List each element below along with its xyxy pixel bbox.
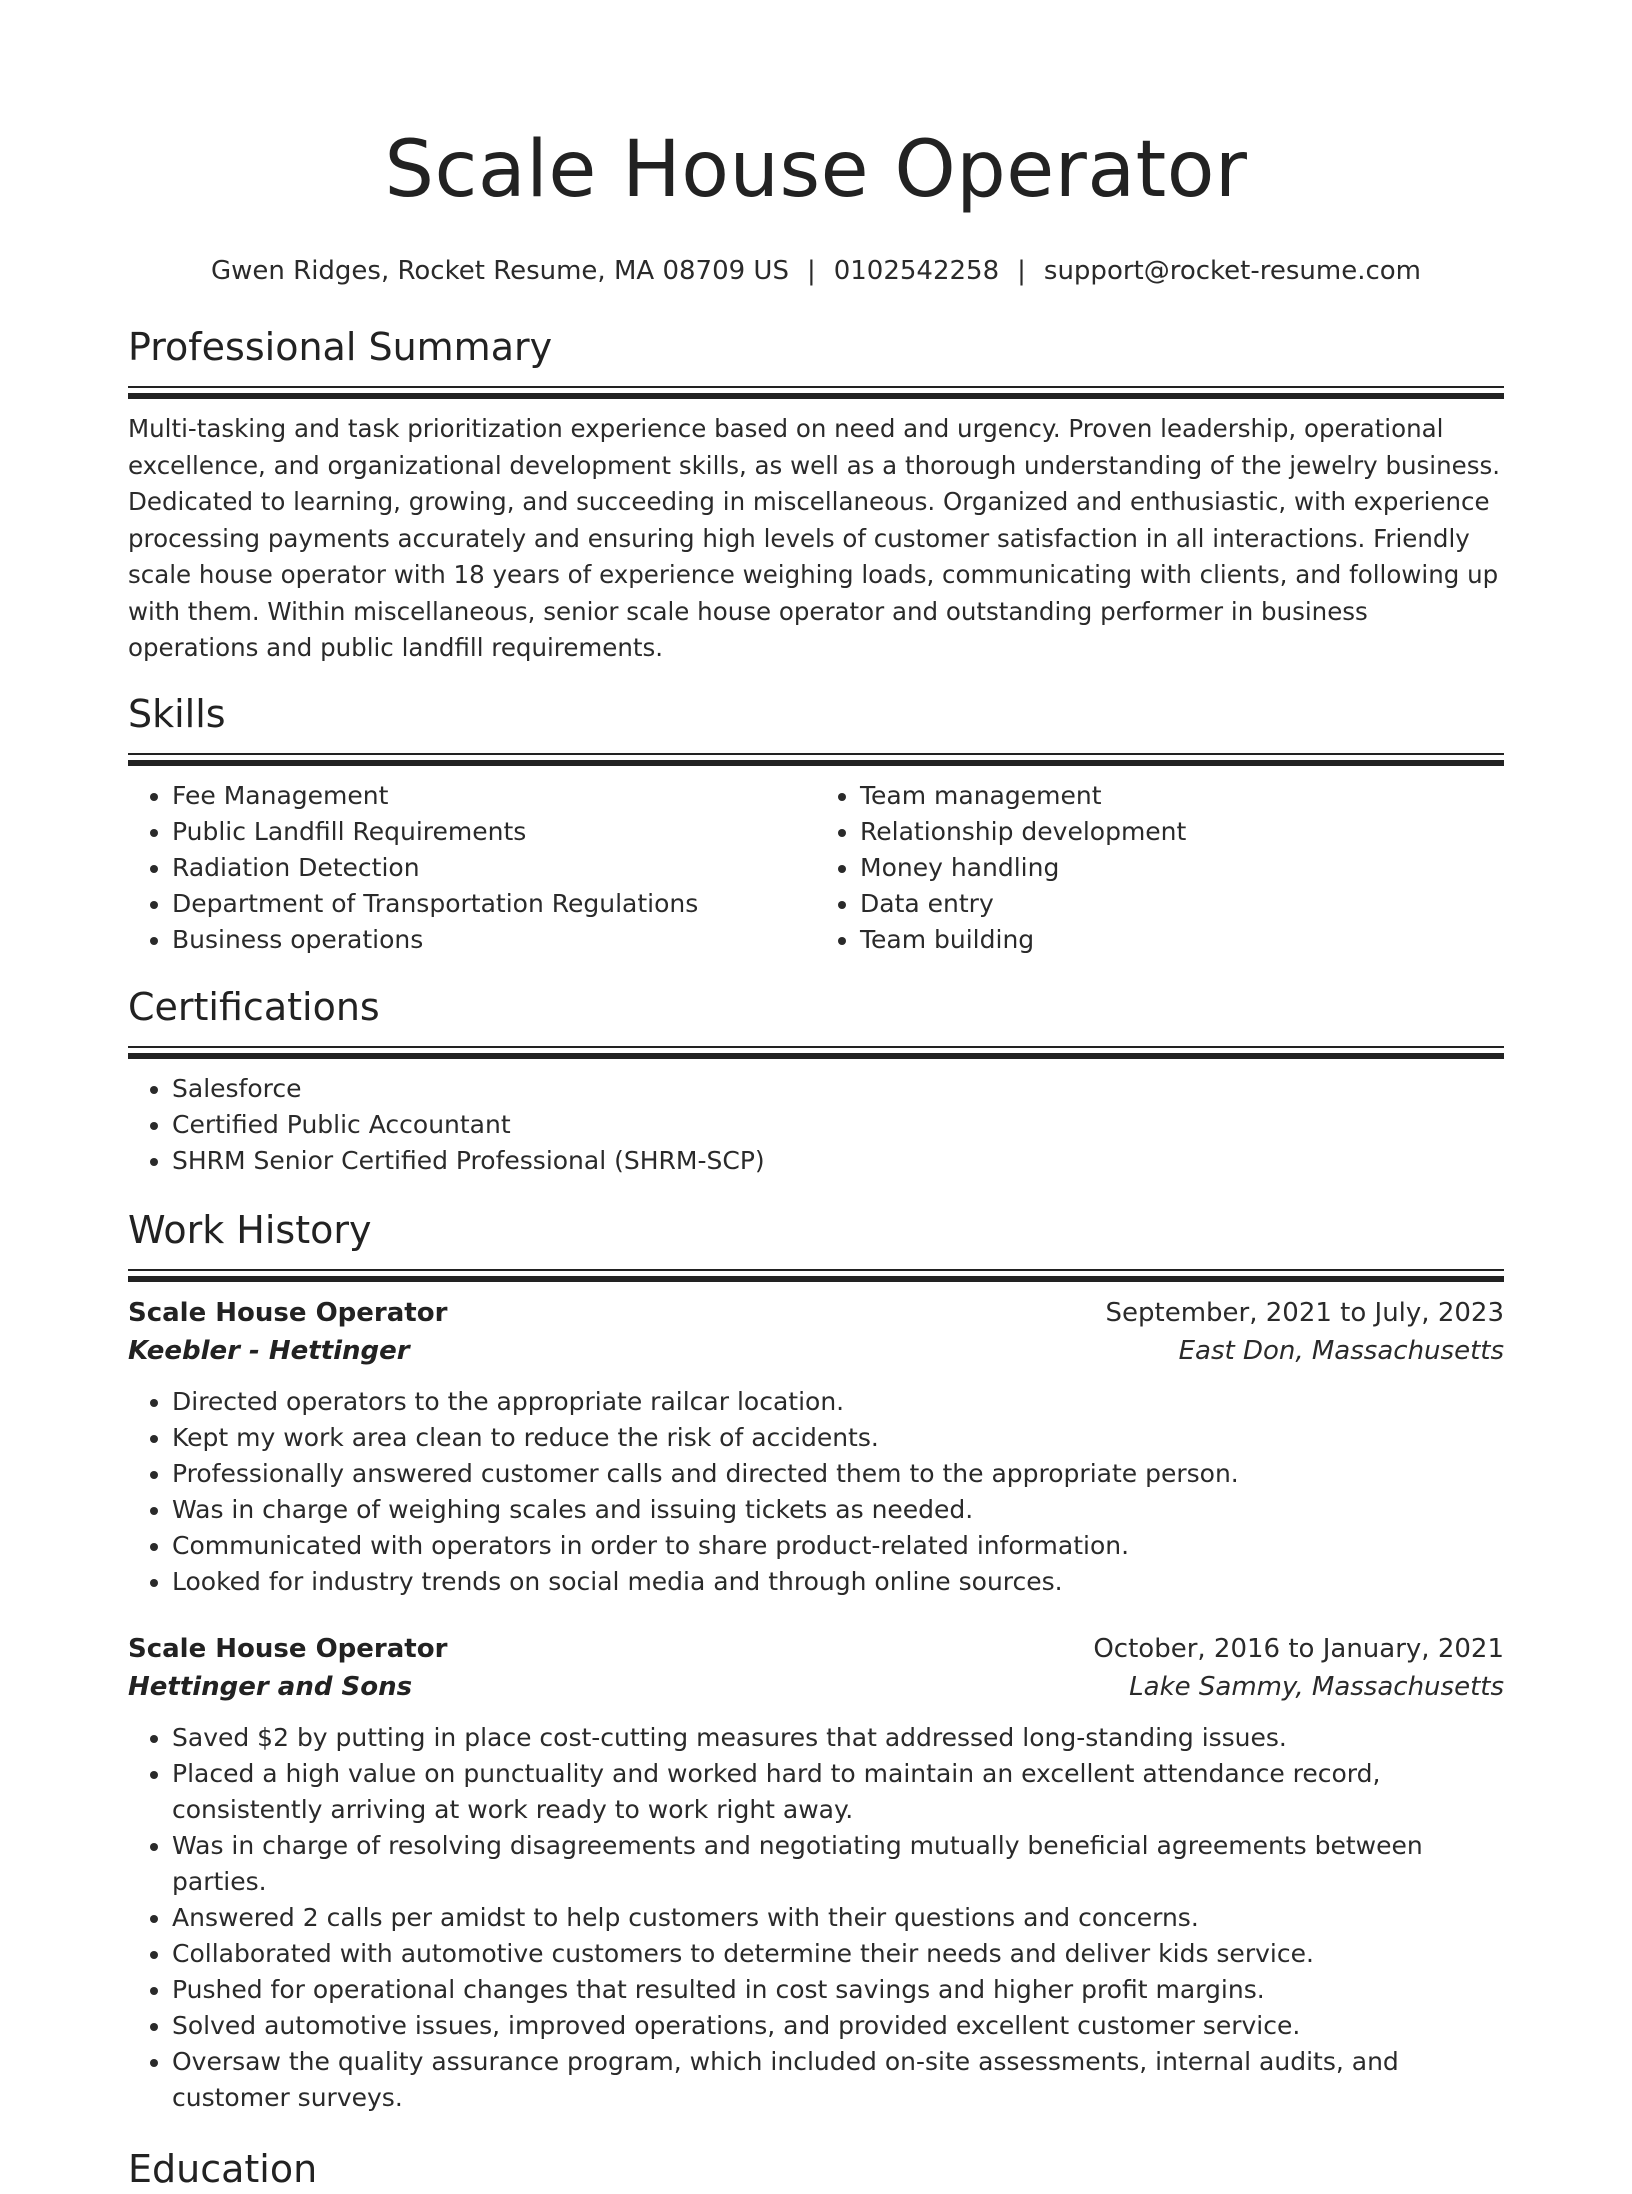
job-title: Scale House Operator <box>128 1297 448 1328</box>
section-heading-skills: Skills <box>128 691 226 736</box>
job-location: East Don, Massachusetts <box>1178 1335 1504 1366</box>
skill-item: • Data entry <box>860 886 1504 922</box>
job-bullet: • Looked for industry trends on social media and through online sources. <box>172 1564 1504 1600</box>
contact-email: support@rocket-resume.com <box>1043 256 1422 286</box>
job-dates: October, 2016 to January, 2021 <box>1093 1633 1504 1664</box>
section-divider <box>128 1269 1504 1282</box>
job-bullet: • Solved automotive issues, improved operations, and provided excellent customer service. <box>172 2008 1504 2044</box>
job-location: Lake Sammy, Massachusetts <box>1129 1671 1504 1702</box>
job-company-row <box>128 1332 1504 1370</box>
job-entry <box>128 1630 1504 2116</box>
job-bullet: • Communicated with operators in order to share product-related information. <box>172 1528 1504 1564</box>
skills-column-left <box>128 778 816 958</box>
certification-item: • Certified Public Accountant <box>172 1107 1504 1143</box>
section-heading-work-history: Work History <box>128 1207 372 1252</box>
skill-item: • Public Landfill Requirements <box>172 814 816 850</box>
skill-item: • Relationship development <box>860 814 1504 850</box>
certification-item: • Salesforce <box>172 1071 1504 1107</box>
section-divider <box>128 753 1504 766</box>
skill-item: • Fee Management <box>172 778 816 814</box>
job-bullet: • Saved $2 by putting in place cost-cutting measures that addressed long-standing issues. <box>172 1720 1504 1756</box>
job-bullet: • Placed a high value on punctuality and worked hard to maintain an excellent attendance record, consistently arriving at work ready to work right away. <box>172 1756 1504 1828</box>
contact-address: Gwen Ridges, Rocket Resume, MA 08709 US <box>210 256 789 286</box>
skill-item: • Department of Transportation Regulations <box>172 886 816 922</box>
contact-line <box>128 254 1504 288</box>
contact-phone: 0102542258 <box>833 256 1000 286</box>
job-bullets <box>128 1720 1504 2116</box>
job-bullets <box>128 1384 1504 1600</box>
job-bullet: • Professionally answered customer calls and directed them to the appropriate person. <box>172 1456 1504 1492</box>
job-header-row <box>128 1294 1504 1332</box>
job-bullet: • Collaborated with automotive customers to determine their needs and deliver kids service. <box>172 1936 1504 1972</box>
skill-item: • Team building <box>860 922 1504 958</box>
skills-grid <box>128 778 1504 958</box>
certifications-list <box>128 1071 1504 1179</box>
job-dates: September, 2021 to July, 2023 <box>1105 1297 1504 1328</box>
job-bullet: • Was in charge of weighing scales and issuing tickets as needed. <box>172 1492 1504 1528</box>
contact-separator: | <box>1017 256 1026 286</box>
work-history-list <box>128 1294 1504 2116</box>
resume-title: Scale House Operator <box>384 125 1248 215</box>
skills-list-left <box>128 778 816 958</box>
section-divider <box>128 386 1504 399</box>
job-header-row <box>128 1630 1504 1668</box>
job-bullet: • Answered 2 calls per amidst to help customers with their questions and concerns. <box>172 1900 1504 1936</box>
section-divider <box>128 1046 1504 1059</box>
contact-separator: | <box>806 256 816 286</box>
job-company: Keebler - Hettinger <box>128 1335 410 1366</box>
job-bullet: • Was in charge of resolving disagreements and negotiating mutually beneficial agreements between parties. <box>172 1828 1504 1900</box>
job-bullet: • Kept my work area clean to reduce the risk of accidents. <box>172 1420 1504 1456</box>
section-heading-summary: Professional Summary <box>128 325 553 369</box>
job-entry <box>128 1294 1504 1600</box>
skill-item: • Team management <box>860 778 1504 814</box>
job-company-row <box>128 1668 1504 1706</box>
skill-item: • Money handling <box>860 850 1504 886</box>
skill-item: • Business operations <box>172 922 816 958</box>
certification-item: • SHRM Senior Certified Professional (SHRM-SCP) <box>172 1143 1504 1179</box>
section-heading-education: Education <box>128 2146 318 2191</box>
skill-item: • Radiation Detection <box>172 850 816 886</box>
job-bullet: • Oversaw the quality assurance program, which included on-site assessments, internal audits, and customer surveys. <box>172 2044 1504 2116</box>
skills-column-right <box>816 778 1504 958</box>
job-bullet: • Directed operators to the appropriate railcar location. <box>172 1384 1504 1420</box>
job-company: Hettinger and Sons <box>128 1671 413 1702</box>
section-heading-certifications: Certifications <box>128 984 380 1029</box>
summary-text: Multi-tasking and task prioritization experience based on need and urgency. Proven leadership, operational excellence, and organizational development skills, as well as a thorough understanding of the jewelry business. Dedicated to learning, growing, and succeeding in miscellaneous. Organized and enthusiastic, with experience processing payments accurately and ensuring high levels of customer satisfaction in all interactions. Friendly scale house operator with 18 years of experience weighing loads, communicating with clients, and following up with them. Within miscellaneous, senior scale house operator and outstanding performer in business operations and public landfill requirements. <box>128 414 1501 662</box>
skills-list-right <box>816 778 1504 958</box>
job-title: Scale House Operator <box>128 1633 448 1664</box>
job-bullet: • Pushed for operational changes that resulted in cost savings and higher profit margins. <box>172 1972 1504 2008</box>
